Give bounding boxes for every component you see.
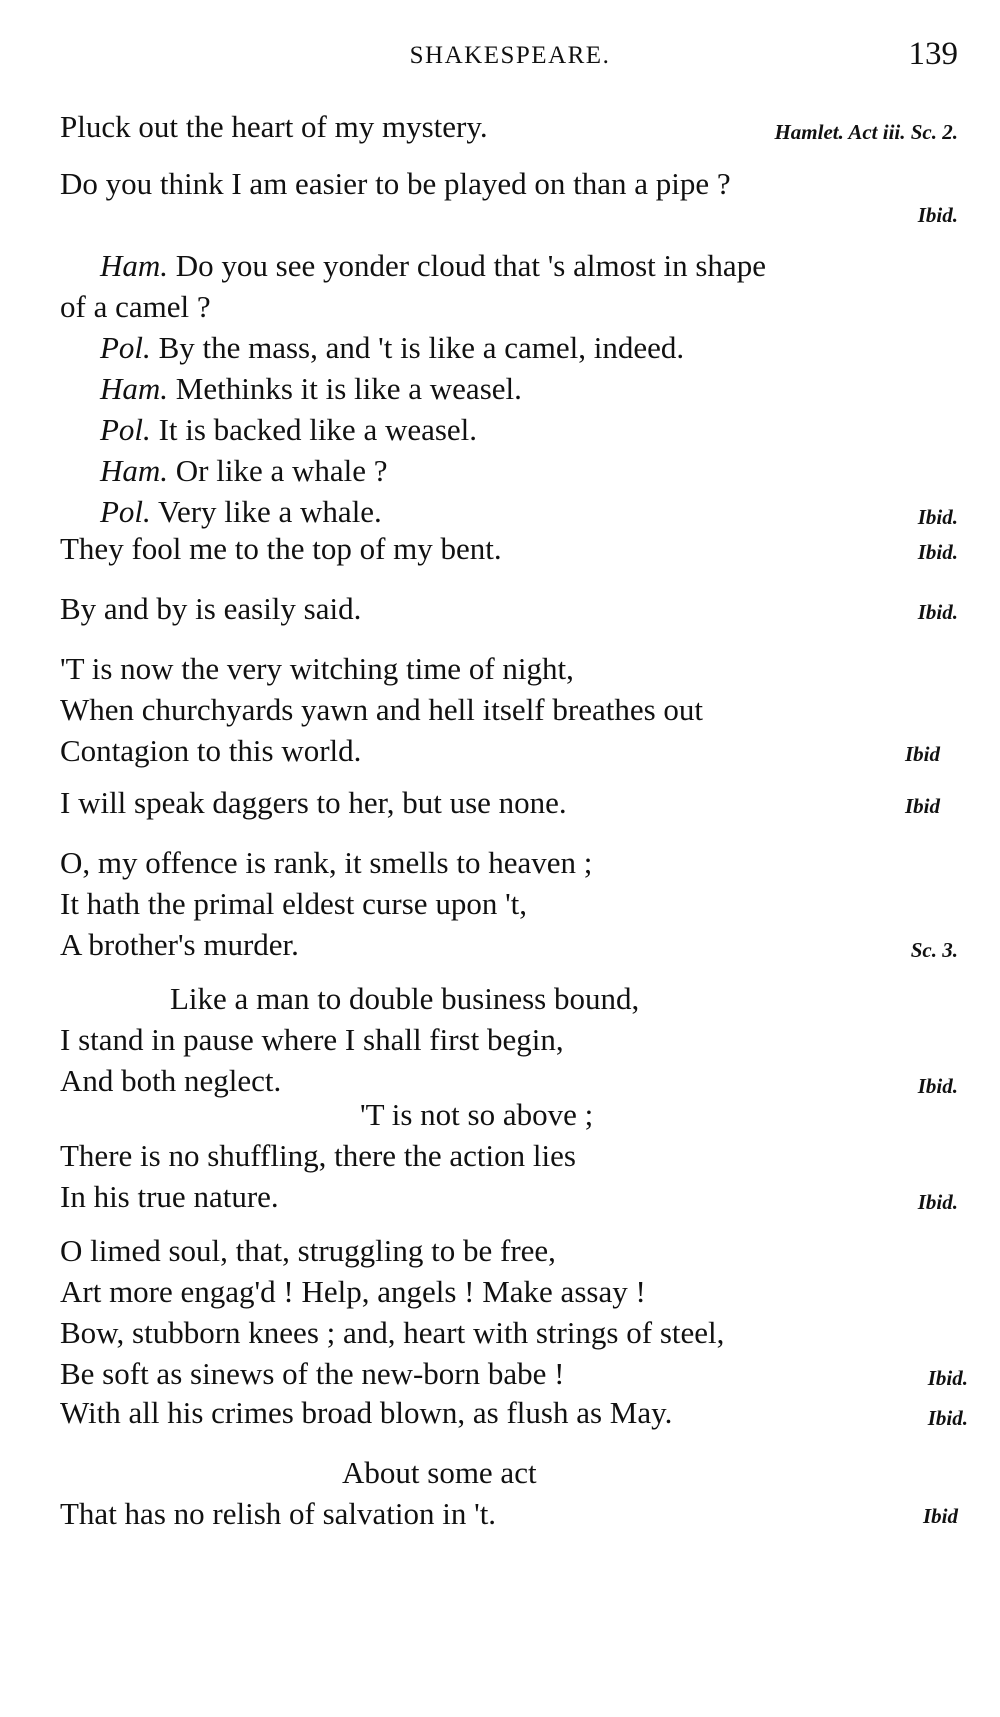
citation: Ibid. — [917, 1190, 958, 1214]
citation: Ibid. — [917, 203, 958, 227]
dialogue-line — [60, 491, 958, 532]
quote-line: There is no shuffling, there the action lies — [60, 1138, 576, 1173]
citation: Ibid — [904, 742, 940, 766]
quote-top-of-my-bent — [60, 528, 958, 569]
quote-line: With all his crimes broad blown, as flush as May. — [60, 1395, 673, 1430]
quote-about-some-act — [60, 1452, 958, 1534]
dialogue-line — [60, 327, 958, 368]
quote-line: O, my offence is rank, it smells to heaven ; — [60, 845, 593, 880]
quote-speak-daggers — [60, 782, 958, 823]
quote-line: Art more engag'd ! Help, angels ! Make assay ! — [60, 1274, 646, 1309]
citation: Ibid — [904, 794, 940, 818]
quote-crimes-broad-blown — [60, 1392, 968, 1433]
quote-line: About some act — [342, 1455, 537, 1490]
quote-camel-dialogue — [60, 245, 958, 532]
quote-line: And both neglect. — [60, 1063, 282, 1098]
quote-line: Contagion to this world. — [60, 733, 362, 768]
dialogue-line — [60, 245, 958, 286]
quote-played-on-pipe — [60, 163, 958, 227]
dialogue-text: Do you see yonder cloud that 's almost in shape — [175, 248, 766, 283]
quote-line: O limed soul, that, struggling to be free, — [60, 1233, 556, 1268]
dialogue-text: By the mass, and 't is like a camel, indeed. — [158, 330, 685, 365]
page-header — [60, 36, 960, 86]
quote-line: Like a man to double business bound, — [170, 981, 640, 1016]
page-number: 139 — [908, 36, 958, 72]
citation: Ibid. — [917, 1074, 958, 1098]
speaker: Ham. — [100, 248, 169, 283]
quote-line: They fool me to the top of my bent. — [60, 531, 502, 566]
quote-offence-is-rank — [60, 842, 958, 965]
quote-line: Pluck out the heart of my mystery. — [60, 109, 488, 144]
dialogue-line — [60, 286, 958, 327]
quote-line: A brother's murder. — [60, 927, 299, 962]
speaker: Pol. — [100, 412, 151, 447]
quote-line: When churchyards yawn and hell itself breathes out — [60, 692, 704, 727]
citation: Ibid. — [927, 1366, 968, 1390]
quote-line: 'T is not so above ; — [360, 1097, 594, 1132]
citation: Ibid. — [927, 1406, 968, 1430]
dialogue-text: of a camel ? — [60, 289, 211, 324]
dialogue-text: Very like a whale. — [158, 494, 382, 529]
quote-line: I stand in pause where I shall first begin, — [60, 1022, 564, 1057]
dialogue-text: Methinks it is like a weasel. — [175, 371, 522, 406]
running-title: SHAKESPEARE. — [409, 42, 611, 69]
quote-line: Be soft as sinews of the new-born babe ! — [60, 1356, 565, 1391]
citation: Ibid. — [917, 600, 958, 624]
dialogue-text: It is backed like a weasel. — [158, 412, 478, 447]
quote-line: Do you think I am easier to be played on than a pipe ? — [60, 166, 731, 201]
quote-line: Bow, stubborn knees ; and, heart with strings of steel, — [60, 1315, 725, 1350]
dialogue-line — [60, 450, 958, 491]
quote-not-so-above — [60, 1094, 958, 1217]
quote-line: 'T is now the very witching time of night, — [60, 651, 574, 686]
quote-double-business — [60, 978, 958, 1101]
quote-line: That has no relish of salvation in 't. — [60, 1496, 497, 1531]
dialogue-line — [60, 409, 958, 450]
speaker: Pol. — [100, 330, 151, 365]
quote-line: In his true nature. — [60, 1179, 279, 1214]
citation: Hamlet. Act iii. Sc. 2. — [774, 120, 958, 144]
quote-witching-time — [60, 648, 958, 771]
quote-line: By and by is easily said. — [60, 591, 362, 626]
citation: Ibid — [922, 1504, 958, 1528]
speaker: Ham. — [100, 371, 169, 406]
quote-by-and-by — [60, 588, 958, 629]
quote-limed-soul — [60, 1230, 968, 1394]
dialogue-line — [60, 368, 958, 409]
dialogue-text: Or like a whale ? — [175, 453, 388, 488]
quote-line: I will speak daggers to her, but use none. — [60, 785, 567, 820]
citation: Sc. 3. — [910, 938, 958, 962]
citation: Ibid. — [917, 505, 958, 529]
quote-line: It hath the primal eldest curse upon 't, — [60, 886, 528, 921]
quote-heart-of-mystery — [60, 106, 958, 147]
citation: Ibid. — [917, 540, 958, 564]
speaker: Ham. — [100, 453, 169, 488]
speaker: Pol. — [100, 494, 151, 529]
